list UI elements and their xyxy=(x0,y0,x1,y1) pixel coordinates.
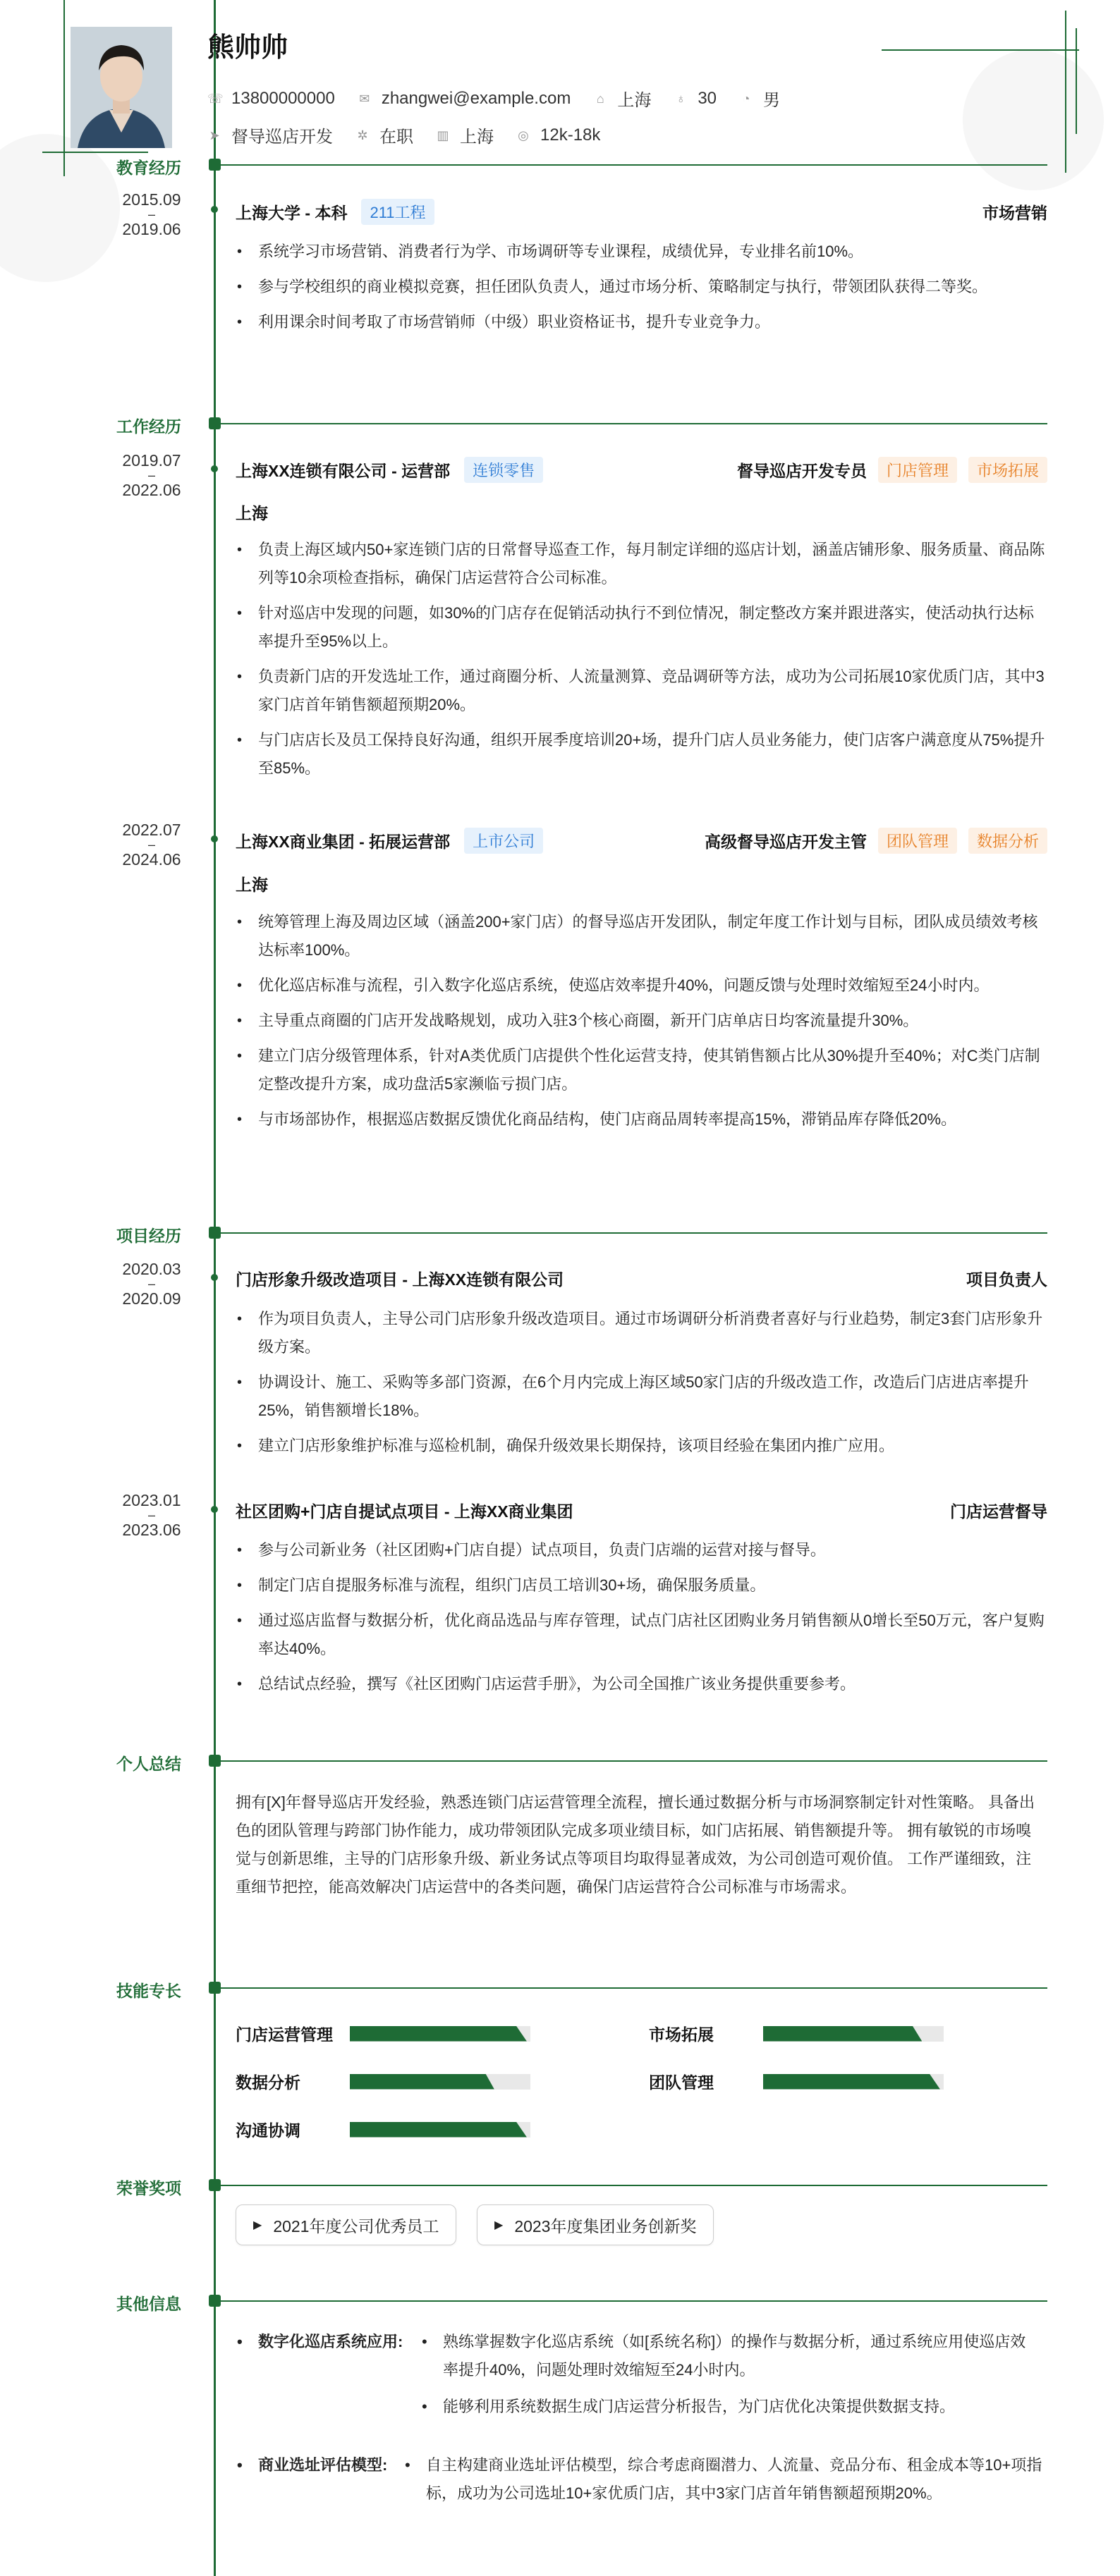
company-name: 上海XX连锁有限公司 - 运营部 xyxy=(236,462,451,480)
building-icon: ▥ xyxy=(437,128,449,142)
list-item: • 自主构建商业选址评估模型，综合考虑商圈潜力、人流量、竞品分布、租金成本等10+项指标，成功为公司选址10+家优质门店，其中3家门店首年销售额超预期20%。 xyxy=(403,2451,1047,2508)
work-bullets xyxy=(236,908,1047,1141)
section-divider xyxy=(221,164,1047,166)
decor-line xyxy=(1076,28,1077,134)
section-title-project: 项目经历 xyxy=(116,1227,181,1245)
skill-name: 市场拓展 xyxy=(649,2025,714,2044)
phone-icon: ☏ xyxy=(207,91,224,106)
list-item: • 协调设计、施工、采购等多部门资源，在6个月内完成上海区域50家门店的升级改造工作，改造后门店进店率提升25%，销售额增长18%。 xyxy=(236,1368,1047,1425)
other-sublist xyxy=(420,2328,1041,2429)
timeline-dot xyxy=(211,1506,218,1513)
decor-line xyxy=(1065,11,1066,173)
section-marker xyxy=(209,2295,221,2307)
list-item: • 制定门店自提服务标准与流程，组织门店员工培训30+场，确保服务质量。 xyxy=(236,1571,1047,1600)
list-item: • 负责上海区域内50+家连锁门店的日常督导巡查工作，每月制定详细的巡店计划，涵盖店铺形象、服务质量、商品陈列等10余项检查指标，确保门店运营符合公司标准。 xyxy=(236,536,1047,592)
skill-bar xyxy=(763,2026,944,2042)
project-bullets xyxy=(236,1536,1047,1705)
list-item: • 利用课余时间考取了市场营销师（中级）职业资格证书，提升专业竞争力。 xyxy=(236,308,1047,336)
phone-value: 13800000000 xyxy=(231,88,335,108)
section-divider xyxy=(221,2300,1047,2302)
decor-line xyxy=(882,49,1079,51)
list-item: • 系统学习市场营销、消费者行为学、市场调研等专业课程，成绩优异，专业排名前10%。 xyxy=(236,238,1047,266)
company-tag: 上市公司 xyxy=(464,828,543,854)
school-tag: 211工程 xyxy=(361,199,434,225)
section-title-other: 其他信息 xyxy=(116,2295,181,2313)
award-chip xyxy=(236,2204,456,2245)
other-key: 商业选址评估模型: xyxy=(258,2456,388,2474)
project-role: 项目负责人 xyxy=(966,1270,1047,1289)
school-name: 上海大学 - 本科 xyxy=(236,204,348,222)
email-value[interactable]: zhangwei@example.com xyxy=(381,88,571,108)
list-item: • 通过巡店监督与数据分析，优化商品选品与库存管理，试点门店社区团购业务月销售额从0增长至50万元，客户复购率达40%。 xyxy=(236,1607,1047,1663)
list-item: • 作为项目负责人，主导公司门店形象升级改造项目。通过市场调研分析消费者喜好与行业趋势，制定3套门店形象升级方案。 xyxy=(236,1305,1047,1361)
skill-tag: 市场拓展 xyxy=(968,457,1047,483)
timeline-dot xyxy=(211,206,218,213)
project-name: 社区团购+门店自提试点项目 - 上海XX商业集团 xyxy=(236,1502,573,1521)
project-header xyxy=(236,1499,1047,1522)
skill-item xyxy=(236,2022,530,2045)
project-role: 门店运营督导 xyxy=(950,1502,1047,1521)
work-bullets xyxy=(236,536,1047,790)
gender-value: 男 xyxy=(763,91,781,110)
award-chip xyxy=(477,2204,714,2245)
other-key: 数字化巡店系统应用: xyxy=(258,2333,403,2350)
section-title-awards: 荣誉奖项 xyxy=(116,2179,181,2197)
timeline-dot xyxy=(211,835,218,842)
list-item: • 针对巡店中发现的问题，如30%的门店存在促销活动执行不到位情况，制定整改方案并跟进落实，使活动执行达标率提升至95%以上。 xyxy=(236,599,1047,656)
decor-line xyxy=(63,0,65,176)
job-title: 高级督导巡店开发主管 xyxy=(704,833,867,851)
gender-icon: ◔ xyxy=(742,91,750,106)
skill-bar-fill xyxy=(350,2074,494,2090)
salary-value: 12k-18k xyxy=(540,125,601,145)
other-sublist xyxy=(403,2451,1047,2516)
skill-item xyxy=(649,2070,944,2093)
section-marker xyxy=(209,417,221,429)
company-tag: 连锁零售 xyxy=(464,457,543,483)
status-value: 在职 xyxy=(379,128,413,147)
skill-item xyxy=(236,2118,530,2141)
money-icon: ◎ xyxy=(518,128,529,142)
section-divider xyxy=(221,1232,1047,1234)
avatar xyxy=(71,27,172,148)
major: 市场营销 xyxy=(982,204,1047,222)
education-header xyxy=(236,199,1047,225)
work-header xyxy=(236,457,1047,483)
other-item: • 数字化巡店系统应用: • 熟练掌握数字化巡店系统（如[系统名称]）的操作与数据分析，通过系统应用使巡店效率提升40%，问题处理时效缩短至24小时内。 • 能够利用系统数据生成门店运营分析报告，为门店优化决策提供数据支持。 xyxy=(236,2328,1047,2419)
list-item: • 与门店店长及员工保持良好沟通，组织开展季度培训20+场，提升门店人员业务能力，使门店客户满意度从75%提升至85%。 xyxy=(236,726,1047,783)
list-item: • 能够利用系统数据生成门店运营分析报告，为门店优化决策提供数据支持。 xyxy=(420,2393,1041,2421)
skill-bar-fill xyxy=(763,2074,940,2090)
timeline-dot xyxy=(211,1274,218,1281)
section-title-skills: 技能专长 xyxy=(116,1982,181,2000)
job-intent-row xyxy=(207,123,623,147)
skill-tag: 门店管理 xyxy=(878,457,957,483)
list-item: • 优化巡店标准与流程，引入数字化巡店系统，使巡店效率提升40%，问题反馈与处理时效缩短至24小时内。 xyxy=(236,971,1047,1000)
project-date: 2020.03 – 2020.09 xyxy=(122,1260,181,1308)
play-icon: ▶ xyxy=(494,2219,504,2231)
skill-bar xyxy=(763,2074,944,2090)
skill-bar-fill xyxy=(350,2122,527,2138)
list-item: • 负责新门店的开发选址工作，通过商圈分析、人流量测算、竞品调研等方法，成功为公司拓展10家优质门店，其中3家门店首年销售额超预期20%。 xyxy=(236,663,1047,719)
home-icon: ⌂ xyxy=(596,91,604,106)
section-divider xyxy=(221,423,1047,424)
work-date: 2022.07 – 2024.06 xyxy=(122,821,181,869)
section-title-summary: 个人总结 xyxy=(116,1755,181,1773)
summary-text: 拥有[X]年督导巡店开发经验，熟悉连锁门店运营管理全流程，擅长通过数据分析与市场洞察制定针对性策略。 具备出色的团队管理与跨部门协作能力，成功带领团队完成多项业绩目标，如门店拓展、销售额提升等。 拥有敏锐的市场嗅觉与创新思维，主导的门店形象升级、新业务试点等项目均取得显著成效，为公司创造可观价值。 工作严谨细致，注重细节把控，能高效解决门店运营中的各类问题，确保门店运营符合公司标准与市场需求。 xyxy=(236,1793,1035,1896)
timeline-dot xyxy=(211,465,218,472)
skill-bar xyxy=(350,2122,530,2138)
target-job-value: 督导巡店开发 xyxy=(231,128,333,147)
list-item: • 总结试点经验，撰写《社区团购门店运营手册》，为公司全国推广该业务提供重要参考。 xyxy=(236,1670,1047,1698)
candidate-name: 熊帅帅 xyxy=(207,33,288,63)
project-date: 2023.01 – 2023.06 xyxy=(122,1491,181,1539)
decor-circle-left xyxy=(0,134,120,282)
contact-row xyxy=(207,86,803,111)
skill-bar-fill xyxy=(350,2026,527,2042)
skill-bar xyxy=(350,2026,530,2042)
cake-icon: ♁ xyxy=(676,91,686,106)
gear-icon: ✲ xyxy=(357,128,368,142)
project-name: 门店形象升级改造项目 - 上海XX连锁有限公司 xyxy=(236,1270,564,1289)
section-marker xyxy=(209,1227,221,1239)
skill-tag: 团队管理 xyxy=(878,828,957,854)
company-name: 上海XX商业集团 - 拓展运营部 xyxy=(236,833,451,851)
decor-circle-right xyxy=(963,49,1104,190)
other-item: • 商业选址评估模型: • 自主构建商业选址评估模型，综合考虑商圈潜力、人流量、竞品分布、租金成本等10+项指标，成功为公司选址10+家优质门店，其中3家门店首年销售额超预期20%。 xyxy=(236,2451,1047,2522)
award-label: 2021年度公司优秀员工 xyxy=(273,2216,439,2235)
list-item: • 熟练掌握数字化巡店系统（如[系统名称]）的操作与数据分析，通过系统应用使巡店效率提升40%，问题处理时效缩短至24小时内。 xyxy=(420,2328,1041,2384)
email-icon: ✉ xyxy=(359,91,370,106)
list-item: • 参与学校组织的商业模拟竞赛，担任团队负责人，通过市场分析、策略制定与执行，带领团队获得二等奖。 xyxy=(236,273,1047,301)
skill-name: 沟通协调 xyxy=(236,2121,300,2140)
skill-name: 门店运营管理 xyxy=(236,2025,333,2044)
work-header xyxy=(236,828,1047,854)
project-header xyxy=(236,1267,1047,1290)
skill-tag: 数据分析 xyxy=(968,828,1047,854)
skill-name: 团队管理 xyxy=(649,2073,714,2092)
play-icon: ▶ xyxy=(253,2219,262,2231)
section-marker xyxy=(209,159,221,171)
skill-item xyxy=(649,2022,944,2045)
city-value: 上海 xyxy=(617,91,652,110)
section-marker xyxy=(209,1982,221,1994)
education-date: 2015.09 – 2019.06 xyxy=(122,190,181,238)
send-icon: ➤ xyxy=(209,128,220,142)
job-title: 督导巡店开发专员 xyxy=(736,462,867,480)
section-divider xyxy=(221,1987,1047,1989)
list-item: • 与市场部协作，根据巡店数据反馈优化商品结构，使门店商品周转率提高15%，滞销品库存降低20%。 xyxy=(236,1105,1047,1134)
skill-item xyxy=(236,2070,530,2093)
section-title-work: 工作经历 xyxy=(116,417,181,436)
list-item: • 统筹管理上海及周边区域（涵盖200+家门店）的督导巡店开发团队，制定年度工作计划与目标，团队成员绩效考核达标率100%。 xyxy=(236,908,1047,964)
decor-line xyxy=(42,152,148,153)
project-bullets xyxy=(236,1305,1047,1467)
award-label: 2023年度集团业务创新奖 xyxy=(514,2216,697,2235)
work-location: 上海 xyxy=(236,504,268,522)
list-item: • 参与公司新业务（社区团购+门店自提）试点项目，负责门店端的运营对接与督导。 xyxy=(236,1536,1047,1564)
list-item: • 建立门店分级管理体系，针对A类优质门店提供个性化运营支持，使其销售额占比从30%提升至40%；对C类门店制定整改提升方案，成功盘活5家濒临亏损门店。 xyxy=(236,1042,1047,1098)
work-location: 上海 xyxy=(236,876,268,894)
skill-bar xyxy=(350,2074,530,2090)
education-bullets xyxy=(236,238,1047,343)
section-title-education: 教育经历 xyxy=(116,159,181,177)
section-marker xyxy=(209,2179,221,2191)
skill-bar-fill xyxy=(763,2026,922,2042)
work-date: 2019.07 – 2022.06 xyxy=(122,451,181,499)
list-item: • 建立门店形象维护标准与巡检机制，确保升级效果长期保持，该项目经验在集团内推广应用。 xyxy=(236,1432,1047,1460)
section-marker xyxy=(209,1755,221,1767)
age-value: 30 xyxy=(698,88,717,108)
list-item: • 主导重点商圈的门店开发战略规划，成功入驻3个核心商圈，新开门店单店日均客流量提升30%。 xyxy=(236,1007,1047,1035)
section-divider xyxy=(221,1760,1047,1762)
skill-name: 数据分析 xyxy=(236,2073,300,2092)
section-divider xyxy=(221,2185,1047,2186)
target-city-value: 上海 xyxy=(460,128,494,147)
